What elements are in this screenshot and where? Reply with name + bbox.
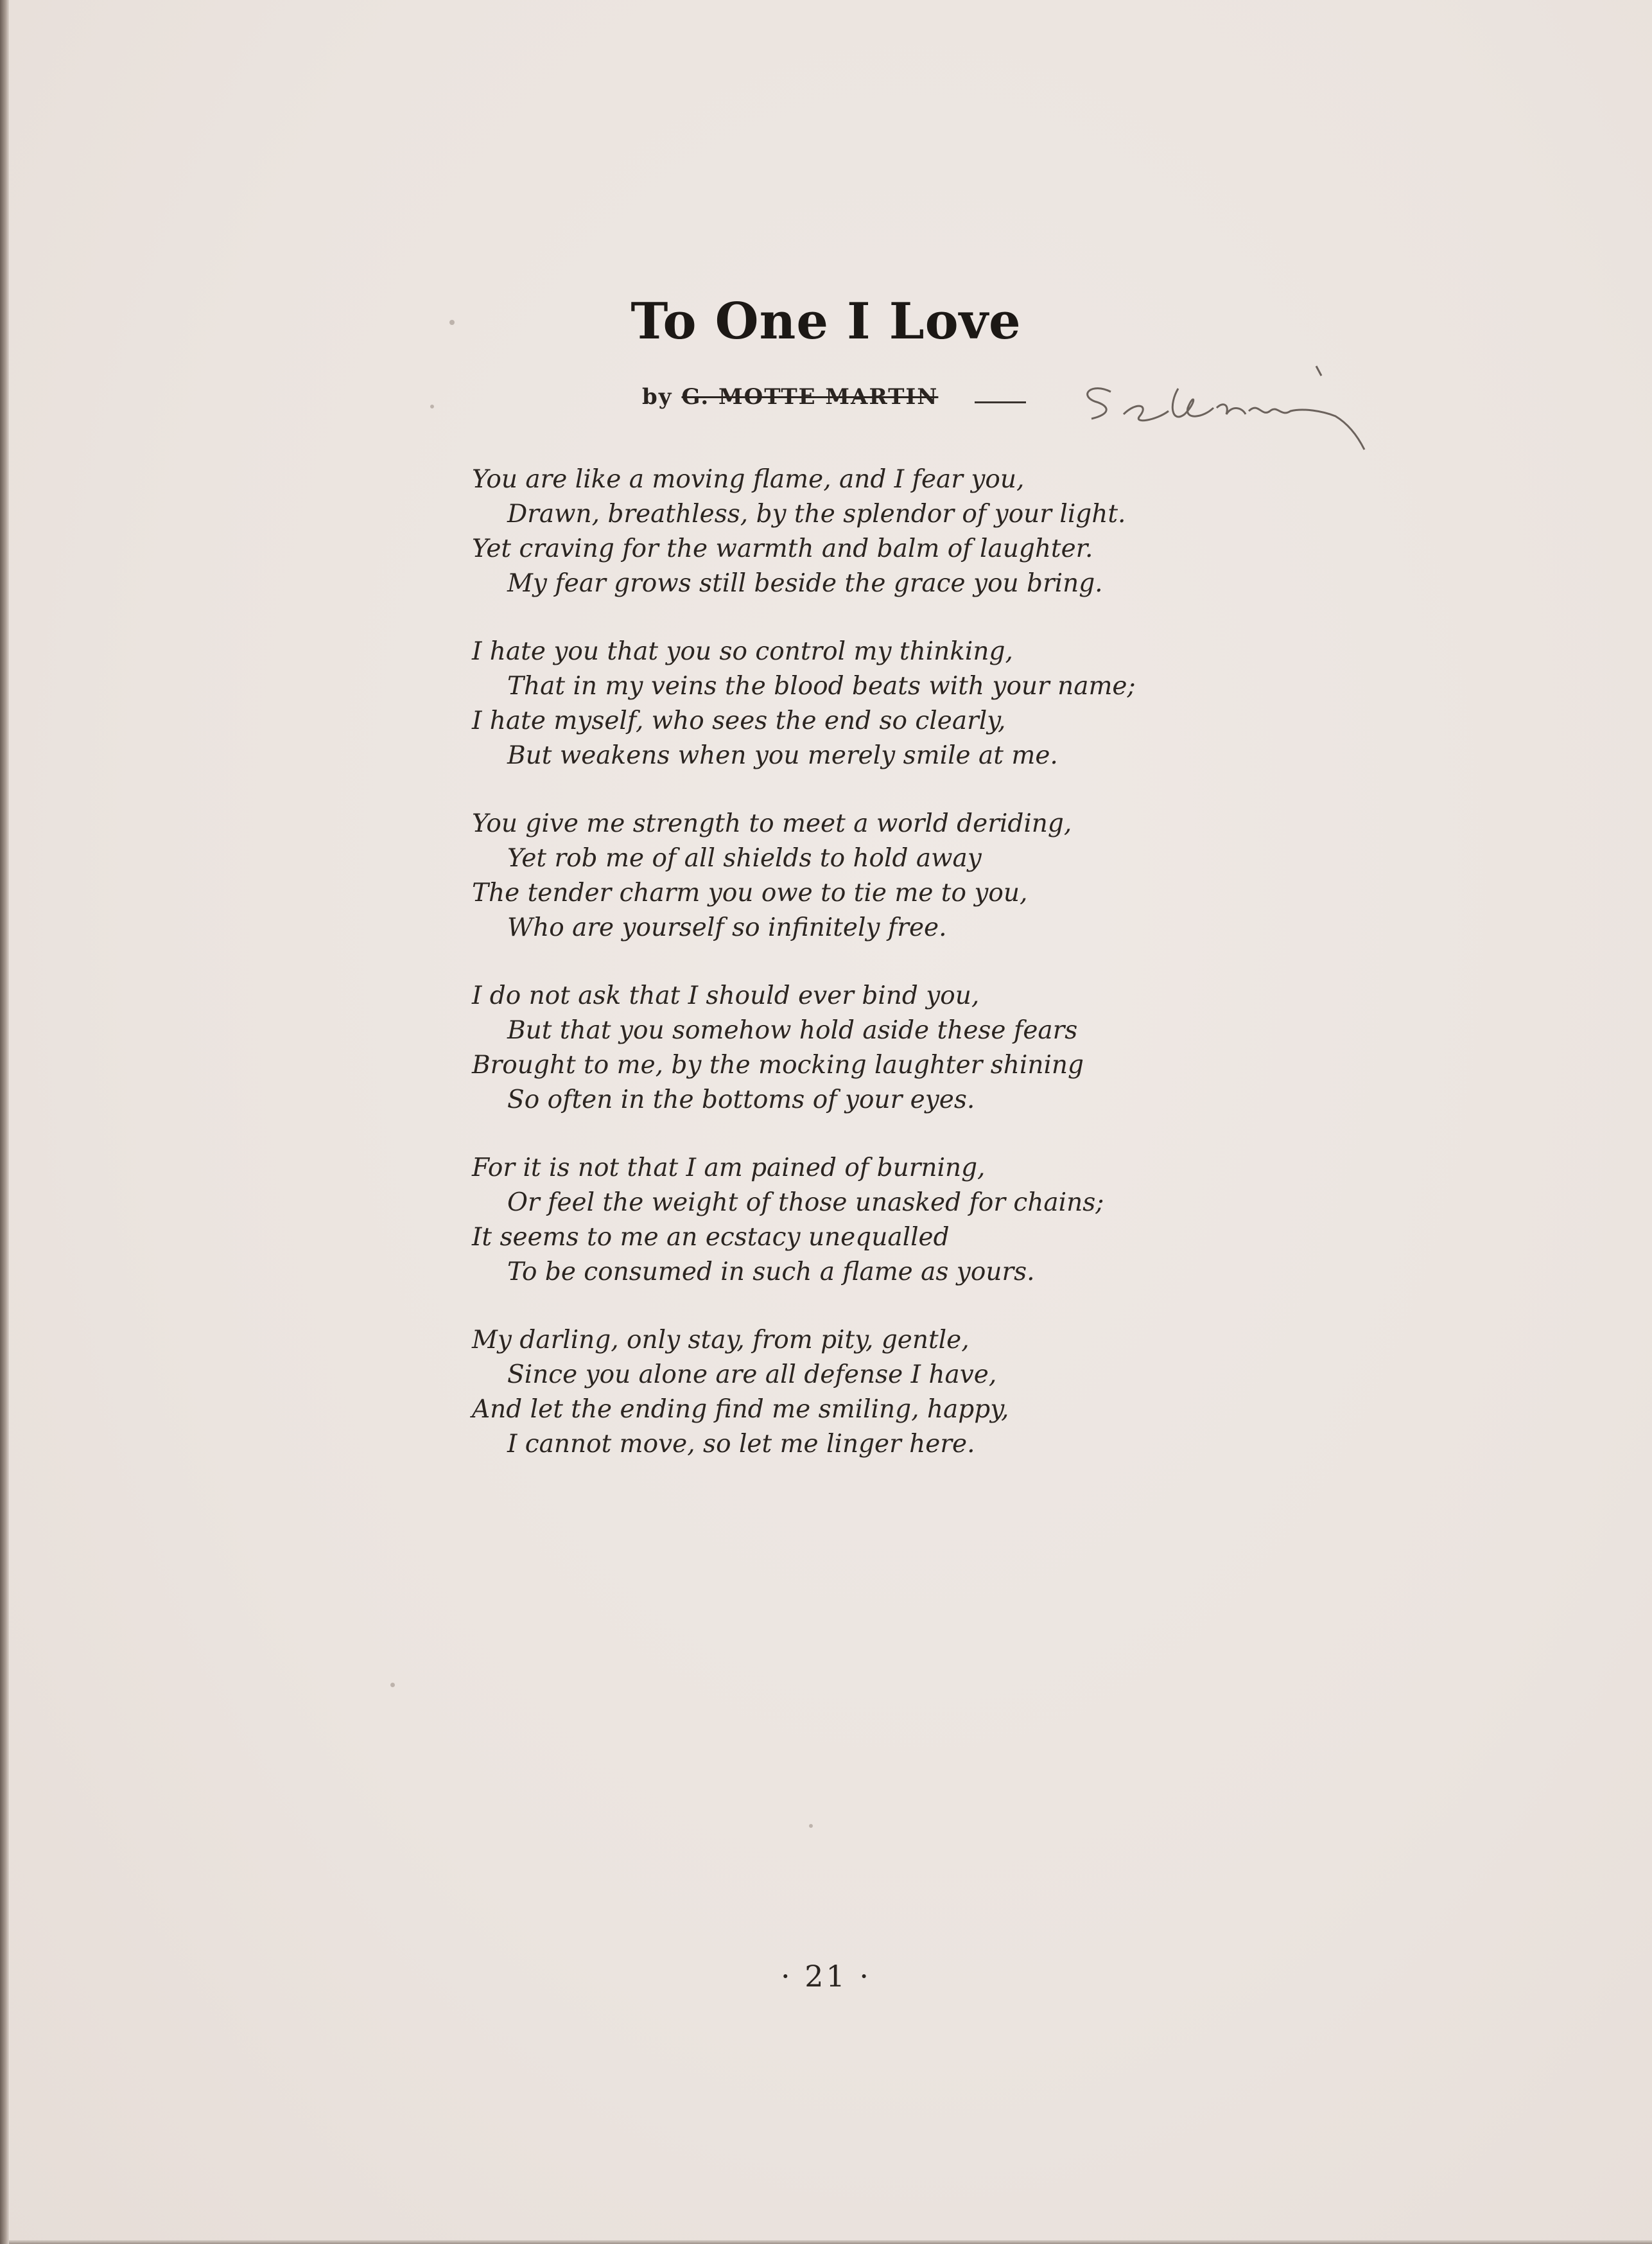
stanza-6 (472, 1323, 1435, 1462)
poem-title: To One I Love (630, 292, 1022, 351)
poem-line: Yet craving for the warmth and balm of laughter. (472, 534, 1093, 563)
page-bottom-edge (9, 2240, 1652, 2244)
byline-by: by (642, 384, 673, 410)
poem-line: It seems to me an ecstacy unequalled (472, 1223, 950, 1252)
poem-line: I do not ask that I should ever bind you, (472, 981, 980, 1010)
handwritten-signature (1066, 347, 1374, 456)
poem-line: That in my veins the blood beats with your name; (507, 672, 1136, 701)
poem-line: I hate myself, who sees the end so clearly, (472, 706, 1006, 735)
poem-line: And let the ending find me smiling, happy, (472, 1395, 1009, 1424)
byline (642, 384, 938, 410)
poem-line: Yet rob me of all shields to hold away (507, 844, 982, 873)
poem-line: The tender charm you owe to tie me to you, (472, 879, 1028, 907)
poem-line: Who are yourself so infinitely free. (507, 913, 947, 942)
poem-line: You are like a moving flame, and I fear you, (472, 465, 1025, 494)
poem-line: I cannot move, so let me linger here. (507, 1430, 975, 1459)
paper-speck (809, 1824, 813, 1828)
poem-line: But that you somehow hold aside these fears (507, 1016, 1078, 1045)
stanza-4 (472, 979, 1435, 1118)
page-number: · 21 · (780, 1959, 872, 1994)
poem-line: You give me strength to meet a world deriding, (472, 809, 1072, 838)
poem-line: But weakens when you merely smile at me. (507, 741, 1058, 770)
poem-line: Drawn, breathless, by the splendor of your light. (507, 500, 1126, 529)
stanza-3 (472, 807, 1435, 945)
poem-line: For it is not that I am pained of burning, (472, 1153, 986, 1182)
poem-line: I hate you that you so control my thinking, (472, 637, 1013, 666)
poem-line: Since you alone are all defense I have, (507, 1360, 997, 1389)
stanza-1 (472, 462, 1435, 601)
paper-speck (390, 1683, 395, 1687)
strike-through-line (975, 401, 1026, 403)
poem-line: My fear grows still beside the grace you bring. (507, 569, 1103, 598)
author-name: G. MOTTE MARTIN (681, 384, 939, 410)
poem-line: To be consumed in such a flame as yours. (507, 1258, 1035, 1286)
paper-speck (430, 405, 434, 408)
poem-line: My darling, only stay, from pity, gentle, (472, 1326, 969, 1354)
stanza-2 (472, 635, 1435, 773)
poem-line: Or feel the weight of those unasked for chains; (507, 1188, 1104, 1217)
poem-line: So often in the bottoms of your eyes. (507, 1085, 975, 1114)
stanza-5 (472, 1151, 1435, 1290)
poem-line: Brought to me, by the mocking laughter shining (472, 1051, 1084, 1080)
